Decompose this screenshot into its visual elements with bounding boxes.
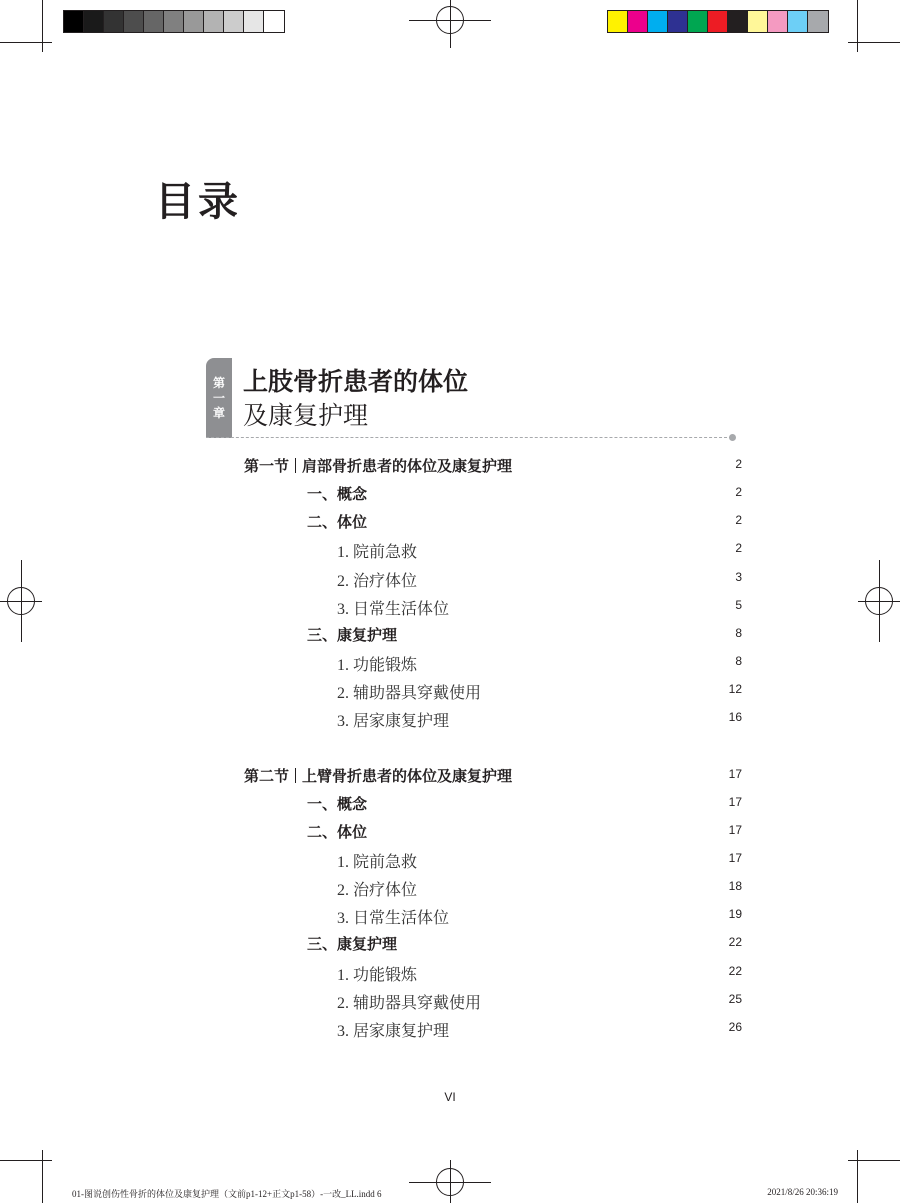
process-color-bar [607,10,829,33]
toc-entry[interactable] [244,483,742,505]
toc-entry[interactable] [244,568,742,590]
print-timestamp: 2021/8/26 20:36:19 [767,1187,838,1197]
toc-entry-label: 1. 院前急救 [337,853,418,871]
toc-page-number: 2 [735,485,742,500]
toc-entry[interactable] [244,905,742,927]
page-number: VI [444,1090,456,1104]
toc-entry-label: 一、概念 [307,485,368,504]
toc-entry-label: 2. 治疗体位 [337,572,418,590]
toc-entry-label: 3. 居家康复护理 [337,1022,450,1040]
toc-page-number: 3 [735,569,742,584]
toc-page-number: 8 [735,654,742,669]
toc-entry-label [244,455,512,476]
toc-entry-label: 1. 功能锻炼 [337,657,418,675]
toc-entry[interactable] [244,933,742,955]
toc-page-number: 26 [728,1019,742,1034]
color-swatch [668,11,688,32]
toc-entry[interactable] [244,1018,742,1040]
toc-entry[interactable] [244,652,742,674]
color-swatch [64,11,84,32]
color-swatch [728,11,748,32]
toc-page-number: 2 [735,457,742,471]
crop-mark [857,0,858,52]
file-slug: 01-图说创伤性骨折的体位及康复护理（文前p1-12+正文p1-58）-一改_LL.indd 6 [72,1189,382,1199]
color-swatch [244,11,264,32]
toc-page-number: 22 [728,963,742,978]
toc-page-number: 2 [735,541,742,556]
color-swatch [164,11,184,32]
toc-page-number: 8 [735,625,742,640]
toc-entry-label: 3. 居家康复护理 [337,713,450,731]
toc-page-number: 18 [728,879,742,894]
toc-entry[interactable] [244,455,742,477]
toc-entry[interactable] [244,990,742,1012]
toc-entry-label: 2. 辅助器具穿戴使用 [337,685,482,703]
section-divider-bar [295,768,296,783]
toc-entry[interactable] [244,708,742,730]
toc-entry[interactable] [244,849,742,871]
toc-entry-label: 2. 治疗体位 [337,882,418,900]
color-swatch [204,11,224,32]
color-swatch [224,11,244,32]
toc-entry-label: 1. 功能锻炼 [337,966,418,984]
toc-entry-label [244,765,512,786]
toc-entry-label: 3. 日常生活体位 [337,910,450,928]
crop-mark [42,0,43,52]
toc-page-number: 25 [728,991,742,1006]
toc-entry[interactable] [244,793,742,815]
crop-mark [848,1160,900,1161]
toc-entry[interactable] [244,877,742,899]
crop-mark [0,1160,52,1161]
chapter-tab-char: 第 [212,375,225,390]
color-swatch [628,11,648,32]
chapter-title-continued: 及康复护理 [243,401,369,430]
toc-entry-label: 2. 辅助器具穿戴使用 [337,994,482,1012]
color-swatch [648,11,668,32]
color-swatch [788,11,808,32]
color-swatch [184,11,204,32]
toc-entry[interactable] [244,962,742,984]
color-swatch [124,11,144,32]
toc-entry-label: 二、体位 [307,513,368,532]
registration-mark [7,587,35,615]
toc-entry[interactable] [244,624,742,646]
toc-entry-label: 3. 日常生活体位 [337,600,450,618]
registration-mark [436,6,464,34]
section-title: 肩部骨折患者的体位及康复护理 [302,457,513,475]
chapter-tab-char: 一 [212,390,225,405]
color-swatch [708,11,728,32]
crop-mark [848,42,900,43]
toc-entry-label: 三、康复护理 [307,625,398,644]
toc-page-number: 17 [728,766,742,781]
page-title: 目录 [155,179,241,225]
toc-page-number: 16 [728,710,742,725]
section-number: 第二节 [244,766,290,785]
chapter-tab-char: 章 [212,405,225,420]
toc-entry-label: 1. 院前急救 [337,544,418,562]
toc-page-number: 2 [735,513,742,528]
crop-mark [0,42,52,43]
toc-entry-label: 二、体位 [307,822,368,841]
color-swatch [748,11,768,32]
gray-color-bar [63,10,285,33]
color-swatch [104,11,124,32]
toc-page-number: 19 [728,907,742,922]
toc-entry[interactable] [244,596,742,618]
toc-page-number: 12 [728,682,742,697]
toc-page-number: 17 [728,850,742,865]
toc-entry-label: 一、概念 [307,794,368,813]
color-swatch [144,11,164,32]
color-swatch [608,11,628,32]
color-swatch [264,11,284,32]
registration-mark [436,1168,464,1196]
toc-page-number: 5 [735,597,742,612]
toc-entry-label: 三、康复护理 [307,935,398,954]
toc-entry[interactable] [244,765,742,787]
toc-entry[interactable] [244,821,742,843]
color-swatch [768,11,788,32]
color-swatch [808,11,828,32]
crop-mark [42,1150,43,1203]
toc-page-number: 17 [728,822,742,837]
registration-mark [865,587,893,615]
toc-entry[interactable] [244,539,742,561]
section-number: 第一节 [244,457,290,475]
crop-mark [857,1150,858,1203]
toc-entry[interactable] [244,680,742,702]
section-divider-bar [295,458,296,473]
chapter-number-tab [206,358,232,438]
section-title: 上臂骨折患者的体位及康复护理 [302,766,513,785]
chapter-divider [206,437,732,438]
chapter-title: 上肢骨折患者的体位 [243,367,469,396]
toc-page-number: 17 [728,794,742,809]
color-swatch [84,11,104,32]
color-swatch [688,11,708,32]
toc-entry[interactable] [244,511,742,533]
divider-end-dot [729,434,736,441]
toc-page-number: 22 [728,935,742,950]
